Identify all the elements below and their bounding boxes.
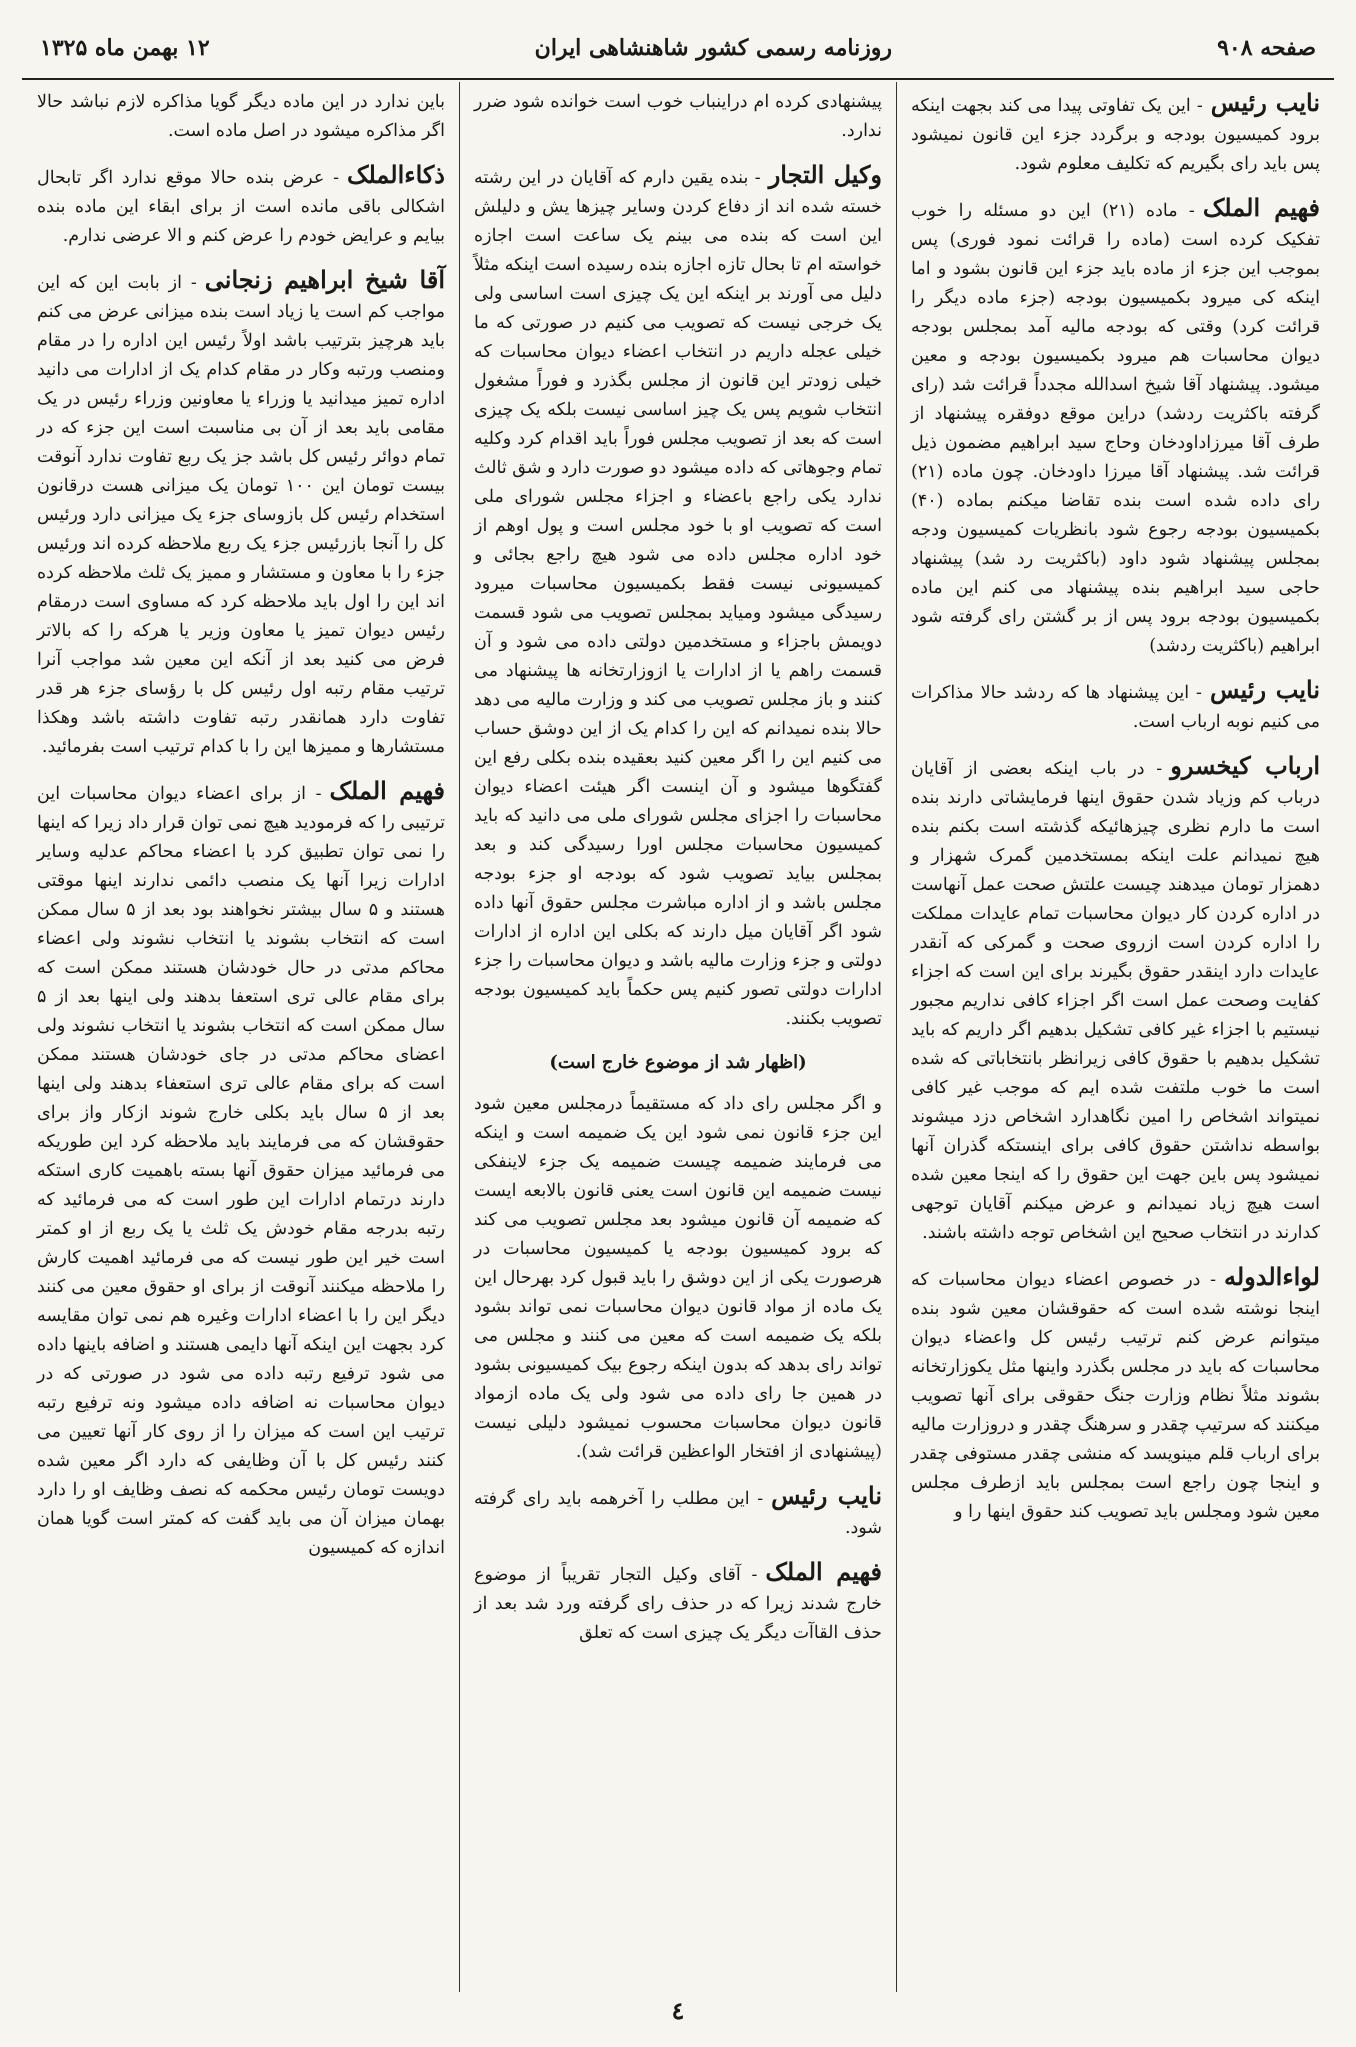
speech-block bbox=[474, 88, 882, 146]
speaker-name: نایب رئیس bbox=[1210, 88, 1320, 117]
speech-block bbox=[911, 751, 1320, 1248]
speaker-name: ذکاءالملک bbox=[347, 160, 445, 189]
speech-text: - از بابت این که این مواجب کم است یا زیاد است بنده میزانی عرض می کنم باید هرچیز بترتیب باشد اولاً رئیس این اداره را در مقام ومنصب ورتبه وکار در مقام کدام یک از ادارات می دانید اداره تمیز میدانید یا وزراء یا معاونین وزراء رئیس در یک مقامی باید بعد از آن بی مناسبت است این جزء که در تمام دوائر رئیس کل باشد جز یک ربع تفاوت ندارد آنوقت بیست تومان این ۱۰۰ تومان یک میزانی هست درقانون استخدام رئیس کل بازوسای جزء یک میزانی دارد ورئیس کل را آنجا بازرئیس جزء یک ربع ملاحظه کرده اند ورئیس جزء را با معاون و مستشار و ممیز یک ثلث ملاحظه کرده اند این را اول باید ملاحظه کرد که مساوی است درمقام رئیس دیوان تمیز یا معاون وزیر یا هرکه را که بالاتر فرض می کنید بعد از آنکه این معین شد مواجب آنرا ترتیب مقام رتبه اول رئیس کل با رؤسای جزء هر قدر تفاوت دارد همانقدر رتبه تفاوت داشته باشد وهکذا مستشارها و ممیزها این را با کدام ترتیب است بفرمائید. bbox=[37, 273, 445, 757]
speech-text: - آقای وکیل التجار تقریباً از موضوع خارج شدند زیرا که در حذف رای گرفته ورد شد بعد از حذف القاآت دیگر یک چیزی است که تعلق bbox=[474, 1565, 882, 1643]
speech-block bbox=[911, 675, 1320, 737]
speech-text: - در خصوص اعضاء دیوان محاسبات که اینجا نوشته شده است که حقوقشان معین شود بنده میتوانم عرض کنم ترتیب رئیس کل واعضاء دیوان محاسبات که باید در مجلس بگذرد واینها مثل یکوزارتخانه بشوند مثلاً نظام وزارت جنگ حقوقی برای آنها تصویب میکنند که سرتیپ چقدر و سرهنگ چقدر و دروزارت مالیه برای ارباب قلم مینویسد که منشی چقدر مستوفی چقدر و اینجا چون راجع است بمجلس باید ازطرف مجلس معین شود ومجلس باید تصویب کند حقوق اینها را و bbox=[911, 1270, 1320, 1522]
page-number: صفحه ۹۰۸ bbox=[1217, 35, 1316, 61]
column-middle bbox=[460, 82, 897, 1992]
speaker-name: ارباب کیخسرو bbox=[1170, 751, 1320, 780]
speech-text: باین ندارد در این ماده دیگر گویا مذاکره لازم نباشد حالا اگر مذاکره میشود در اصل ماده است. bbox=[37, 92, 445, 141]
speech-block bbox=[37, 88, 445, 146]
speech-text: - در باب اینکه بعضی از آقایان درباب کم وزیاد شدن حقوق اینها فرمایشاتی دارند بنده است ما دارم نظری چیزهائیکه گذشته است بکنم بنده هیچ نمیدانم علت اینکه بمستخدمین گمرک شهزار و دهمزار تومان میدهند چیست علتش صحت عمل آنهاست در اداره کردن کار دیوان محاسبات تمام عایدات مملکت را اداره کردن است ازروی صحت و گمرکی که آنقدر عایدات دارد اینقدر حقوق بگیرند برای این است که اجزاء کفایت وصحت عمل است اگر اجزاء کافی نداریم مجبور نیستیم با اجزاء غیر کافی تشکیل بدهیم اگر داریم که باید تشکیل بدهیم با حقوق کافی زیرانظر بانتخاباتی که شده است ما خوب ملتفت شده ایم که موجب غیر کافی نمیتواند اشخاص را امین نگاهدارد اشخاص دزد میشوند بواسطه نداشتن حقوق کافی برای اینستکه گذران آنها نمیشود پس باین جهت این حقوق را که اینجا معین شده است هیچ زیاد نمیدانم و عرض میکنم آقایان توجهی کدارند در انتخاب صحیح این اشخاص توجه داشته باشند. bbox=[911, 759, 1320, 1243]
speech-text: پیشنهادی کرده ام دراینباب خوب است خوانده شود ضرر ندارد. bbox=[474, 92, 882, 141]
speech-text: - این یک تفاوتی پیدا می کند بجهت اینکه برود کمیسیون بودجه و برگردد جزء این قانون نمیشود پس باید رای بگیریم که تکلیف معلوم شود. bbox=[911, 96, 1320, 174]
speech-text: - ماده (۲۱) این دو مسئله را خوب تفکیک کرده است (ماده را قرائت نمود فوری) پس بموجب این جزء از ماده باید جزء این قانون بشود و اما اینکه کی میرود بکمیسیون بودجه (جزء ماده دیگر را قرائت کرد) وقتی که بودجه مالیه آمد بمجلس بودجه دیوان محاسبات هم میرود بکمیسیون بودجه و معین میشود. پیشنهاد آقا شیخ اسدالله مجدداً قرائت شد (رای گرفته باکثریت ردشد) دراین موقع دوفقره پیشنهاد از طرف آقا میرزاداودخان وحاج سید ابراهیم مضمون ذیل قرائت شد. پیشنهاد آقا میرزا داودخان. چون ماده (۲۱) رای داده شده است بنده تقاضا میکنم بماده (۴۰) بکمیسیون بودجه رجوع شود بانظریات کمیسیون ودجه بمجلس پیشنهاد شود داود (باکثریت رد شد) پیشنهاد حاجی سید ابراهیم بنده پیشنهاد می کنم این ماده بکمیسیون بودجه برود پس از بر گشتن رای گرفته شود ابراهیم (باکثریت ردشد) bbox=[911, 201, 1320, 656]
speech-text: - عرض بنده حالا موقع ندارد اگر تابحال اشکالی باقی مانده است از برای ابقاء این ماده بنده بیایم و عرایض خودم را عرض کنم و الا عرضی ندارم. bbox=[37, 168, 445, 246]
speaker-name: فهیم الملک bbox=[765, 1557, 882, 1586]
text-columns bbox=[22, 82, 1334, 1992]
speech-text: - این پیشنهاد ها که ردشد حالا مذاکرات می کنیم نوبه ارباب است. bbox=[911, 683, 1320, 732]
parenthetical-note: (اظهار شد از موضوع خارج است) bbox=[549, 1052, 807, 1073]
column-right bbox=[897, 82, 1334, 1992]
speech-block bbox=[474, 1481, 882, 1543]
speaker-name: لواءالدوله bbox=[1223, 1262, 1320, 1291]
page-index: ٤ bbox=[671, 1996, 685, 2025]
speaker-name: فهیم الملک bbox=[1202, 193, 1320, 222]
speech-block bbox=[911, 193, 1320, 661]
speech-block bbox=[474, 1090, 882, 1467]
speech-text: - این مطلب را آخرهمه باید رای گرفته شود. bbox=[474, 1489, 882, 1538]
speech-text: - بنده یقین دارم که آقایان در این رشته خسته شده اند از دفاع کردن وسایر چیزها یش و دلیلش این است که بنده می بینم یک ساعت است اجازه خواسته ام تا بحال تازه اجازه بنده رسیده است اینکه مثلاً دلیل می آورند بر اینکه این یک چیزی است اساسی ولی یک خرجی نیست که تصویب می کنیم در صورتی که ما خیلی عجله داریم در انتخاب اعضاء دیوان محاسبات که خیلی زودتر این قانون از مجلس بگذرد و فوراً مشغول انتخاب شویم پس یک چیز اساسی نیست بلکه یک چیزی است که بعد از تصویب مجلس فوراً باید اقدام کرد وکلیه تمام وجوهاتی که داده میشود دو صورت دارد و شق ثالث ندارد یکی راجع باعضاء و اجزاء مجلس شورای ملی است که تصویب او با خود مجلس است و پول اوهم از خود اداره مجلس داده می شود هیچ راجع بجائی و کمیسیونی نیست فقط بکمیسیون محاسبات میرود رسیدگی میشود ومیاید بمجلس تصویب می شود قسمت دویمش باجزاء و مستخدمین دولتی داده می شود و آن قسمت راهم یا از ادارات یا ازوزارتخانه ها پیشنهاد می کنند و باز مجلس تصویب می کند و وزارت مالیه می دهد حالا بنده نمیدانم که این را کدام یک از این دوشق حساب می کنیم این را اگر معین کنید بعقیده بنده بکلی رفع این گفتگوها میشود و آن اینست اگر هیئت اعضاء دیوان محاسبات را اجزای مجلس شورای ملی می دانید که باید کمیسیون محاسبات مجلس اورا رسیدگی کند و بعد بمجلس بیاید تصویب شود که بودجه او جزء بودجه مجلس باشد و از اداره مباشرت مجلس حقوق آنها داده شود اگر آقایان میل دارند که بکلی این اداره از ادارات دولتی و جزء وزارت مالیه باشد و دیوان محاسبات را جزء ادارات دولتی تصور کنیم پس حکماً باید کمیسیون بودجه تصویب بکنند. bbox=[474, 168, 882, 1029]
speech-block bbox=[911, 1262, 1320, 1527]
speech-block bbox=[37, 776, 445, 1563]
speaker-name: فهیم الملک bbox=[329, 776, 445, 805]
newspaper-title: روزنامه رسمی کشور شاهنشاهی ایران bbox=[534, 35, 893, 61]
speech-text: - از برای اعضاء دیوان محاسبات این ترتیبی را که فرمودید هیچ نمی توان قرار داد زیرا که اینها را نمی توان تطبیق کرد با اعضاء محاکم عدلیه وسایر ادارات زیرا آنها یک منصب دائمی ندارند اینها موقتی هستند و ۵ سال بیشتر نخواهند بود بعد از ۵ سال ممکن است که انتخاب بشوند یا انتخاب نشوند ولی اعضاء محاکم مدتی در حال خودشان هستند ممکن است که برای مقام عالی تری استعفا بدهند ولی اینها بعد از ۵ سال ممکن است که انتخاب بشوند یا انتخاب نشوند ولی اعضای محاکم مدتی در جای خودشان هستند ممکن است که برای مقام عالی تری استعفاء بدهند ولی اینها بعد از ۵ سال باید بکلی خارج شوند ازکار واز برای حقوقشان که می فرمایند باید ملاحظه کرد این طوریکه می فرمائید میزان حقوق آنها بسته باهمیت کاری استکه دارند درتمام ادارات این طور است که می فرمائید که رتبه بدرجه مقام خودش یک ثلث یا یک ربع از او کمتر است خیر این طور نیست که می فرمائید اهمیت کارش را ملاحظه میکنند آنوقت از برای او حقوق معین می کنند دیگر این را با اعضاء ادارات وغیره هم نمی توان مقایسه کرد بجهت این اینکه آنها دایمی هستند و اضافه باینها داده می شود ترفیع رتبه داده می شود در صورتی که در دیوان محاسبات نه اضافه داده میشود ونه ترفیع رتبه ترتیب این است که میزان را از روی کار آنها تعیین می کنند رئیس کل با آن وظایفی که دارد اگر معین شده دویست تومان رئیس محکمه که نصف وظایف او را دارد بهمان میزان آن می باید گفت که کمتر است گویا همان اندازه که کمیسیون bbox=[37, 784, 445, 1558]
speaker-name: وکیل التجار bbox=[768, 160, 882, 189]
speaker-name: آقا شیخ ابراهیم زنجانی bbox=[204, 265, 445, 294]
speech-block bbox=[474, 1557, 882, 1648]
speech-block bbox=[911, 88, 1320, 179]
speech-block bbox=[37, 265, 445, 762]
speech-block bbox=[474, 160, 882, 1034]
newspaper-page bbox=[22, 18, 1334, 2030]
speech-block bbox=[37, 160, 445, 251]
column-left bbox=[23, 82, 460, 1992]
speaker-name: نایب رئیس bbox=[1209, 675, 1321, 704]
page-header bbox=[22, 18, 1334, 80]
speaker-name: نایب رئیس bbox=[771, 1481, 883, 1510]
page-footer bbox=[22, 1996, 1334, 2026]
issue-date: ۱۲ بهمن ماه ۱۳۲۵ bbox=[40, 35, 210, 61]
speech-text: و اگر مجلس رای داد که مستقیماً درمجلس معین شود این جزء قانون نمی شود این یک ضمیمه است و اینکه می فرمایند ضمیمه چیست ضمیمه یک جزء لاینفکی نیست ضمیمه این قانون است یعنی قانون بالابعه ایست که ضمیمه آن قانون میشود بعد مجلس تصویب می کند که برود کمیسیون بودجه یا کمیسیون محاسبات در هرصورت یکی از این دوشق را باید قبول کرد بهرحال این یک ماده از مواد قانون دیوان محاسبات نمی تواند بشود بلکه یک ضمیمه است که معین می کنند و مجلس می تواند رای بدهد که بدون اینکه رجوع بیک کمیسیونی بشود در همین جا رای داده می شود ولی یک ماده ازمواد قانون دیوان محاسبات محسوب نمیشود دلیلی نیست (پیشنهادی از افتخار الواعظین قرائت شد). bbox=[474, 1094, 882, 1462]
